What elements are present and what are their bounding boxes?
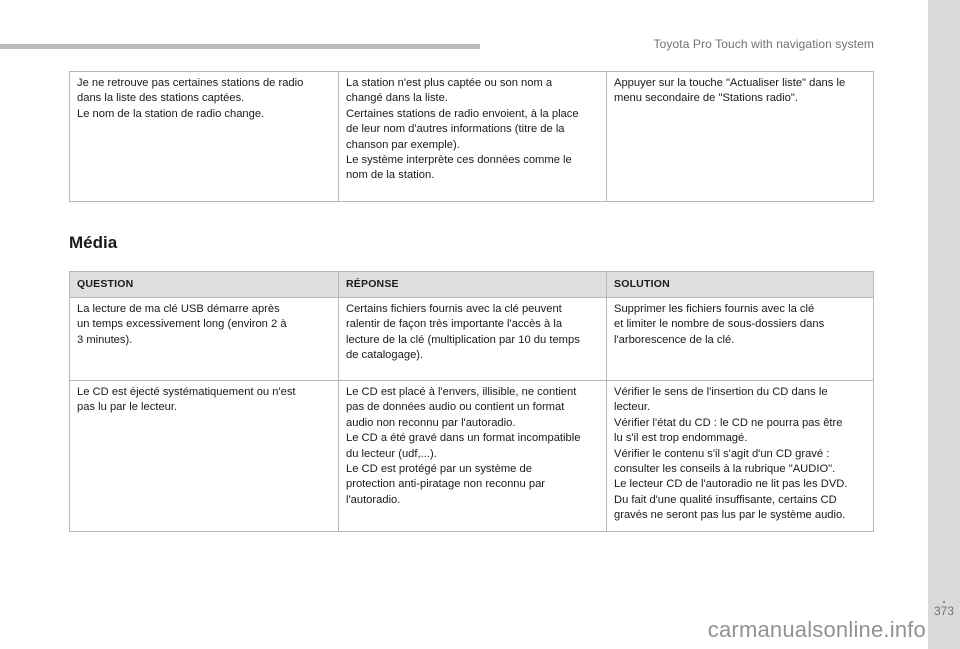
watermark: carmanualsonline.info <box>707 617 926 642</box>
cell-text-line: ralentir de façon très importante l'accès à la <box>346 318 563 331</box>
question-cell <box>70 381 339 532</box>
cell-text-line: consulter les conseils à la rubrique "AUDIO". <box>614 463 836 476</box>
troubleshooting-table-media <box>69 271 874 532</box>
cell-text-line: un temps excessivement long (environ 2 à <box>77 318 287 331</box>
cell-text-line: lecteur. <box>614 401 651 414</box>
solution-cell <box>607 381 874 532</box>
table-header-row <box>70 272 874 298</box>
cell-text-line: l'autoradio. <box>346 493 401 506</box>
answer-cell <box>339 298 607 381</box>
section-title: Média <box>69 233 118 252</box>
side-strip <box>928 0 960 649</box>
cell-text-line: Vérifier le contenu s'il s'agit d'un CD gravé : <box>614 447 830 460</box>
cell-text-line: Le CD a été gravé dans un format incompatible <box>346 432 581 445</box>
cell-text-line: Vérifier le sens de l'insertion du CD dans le <box>614 386 828 398</box>
cell-text-line: lecture de la clé (multiplication par 10 du temps <box>346 333 580 346</box>
cell-text-line: Supprimer les fichiers fournis avec la clé <box>614 303 815 315</box>
page-marker: . <box>942 592 946 606</box>
cell-text-line: protection anti-piratage non reconnu par <box>346 478 546 491</box>
cell-text-line: de leur nom d'autres informations (titre de la <box>346 123 565 136</box>
cell-text-line: Le CD est protégé par un système de <box>346 463 532 476</box>
table-row <box>70 72 874 202</box>
header-solution: SOLUTION <box>607 272 874 298</box>
cell-text-line: pas lu par le lecteur. <box>77 401 178 414</box>
page-header-title: Toyota Pro Touch with navigation system <box>653 37 874 51</box>
cell-text-line: dans la liste des stations captées. <box>77 92 245 105</box>
cell-text-line: La station n'est plus captée ou son nom a <box>346 77 553 89</box>
cell-text-line: du lecteur (udf,...). <box>346 447 437 460</box>
cell-text-line: Certaines stations de radio envoient, à la place <box>346 107 579 120</box>
cell-text-line: Le CD est éjecté systématiquement ou n'est <box>77 386 296 398</box>
cell-text-line: Je ne retrouve pas certaines stations de radio <box>77 77 304 89</box>
cell-text-line: pas de données audio ou contient un format <box>346 401 565 414</box>
table-row <box>70 298 874 381</box>
cell-text-line: Le nom de la station de radio change. <box>77 107 265 120</box>
cell-text-line: de catalogage). <box>346 349 424 362</box>
cell-text-line: et limiter le nombre de sous-dossiers dans <box>614 318 825 331</box>
cell-text-line: Le CD est placé à l'envers, illisible, ne contient <box>346 386 577 398</box>
cell-text-line: gravés ne seront pas lus par le système audio. <box>614 509 846 522</box>
cell-text-line: Appuyer sur la touche "Actualiser liste" dans le <box>614 77 846 89</box>
answer-cell <box>339 381 607 532</box>
page-number: 373 <box>933 604 955 618</box>
cell-text-line: chanson par exemple). <box>346 138 460 151</box>
answer-cell <box>339 72 607 202</box>
troubleshooting-table-top <box>69 71 874 202</box>
header-question: QUESTION <box>70 272 339 298</box>
cell-text-line: changé dans la liste. <box>346 92 448 105</box>
cell-text-line: Le système interprète ces données comme le <box>346 154 572 167</box>
cell-text-line: Le lecteur CD de l'autoradio ne lit pas les DVD. <box>614 478 848 491</box>
header-bar <box>0 44 480 49</box>
cell-text-line: audio non reconnu par l'autoradio. <box>346 416 516 429</box>
cell-text-line: lu s'il est trop endommagé. <box>614 432 748 445</box>
cell-text-line: menu secondaire de "Stations radio". <box>614 92 798 105</box>
question-cell <box>70 298 339 381</box>
cell-text-line: 3 minutes). <box>77 333 133 346</box>
cell-text-line: l'arborescence de la clé. <box>614 333 735 346</box>
cell-text-line: Certains fichiers fournis avec la clé peuvent <box>346 303 562 315</box>
header-answer: RÉPONSE <box>339 272 607 298</box>
cell-text-line: La lecture de ma clé USB démarre après <box>77 303 280 315</box>
table-row <box>70 381 874 532</box>
cell-text-line: nom de la station. <box>346 169 435 182</box>
cell-text-line: Vérifier l'état du CD : le CD ne pourra pas être <box>614 416 843 429</box>
solution-cell <box>607 72 874 202</box>
question-cell <box>70 72 339 202</box>
solution-cell <box>607 298 874 381</box>
cell-text-line: Du fait d'une qualité insuffisante, certains CD <box>614 493 837 506</box>
